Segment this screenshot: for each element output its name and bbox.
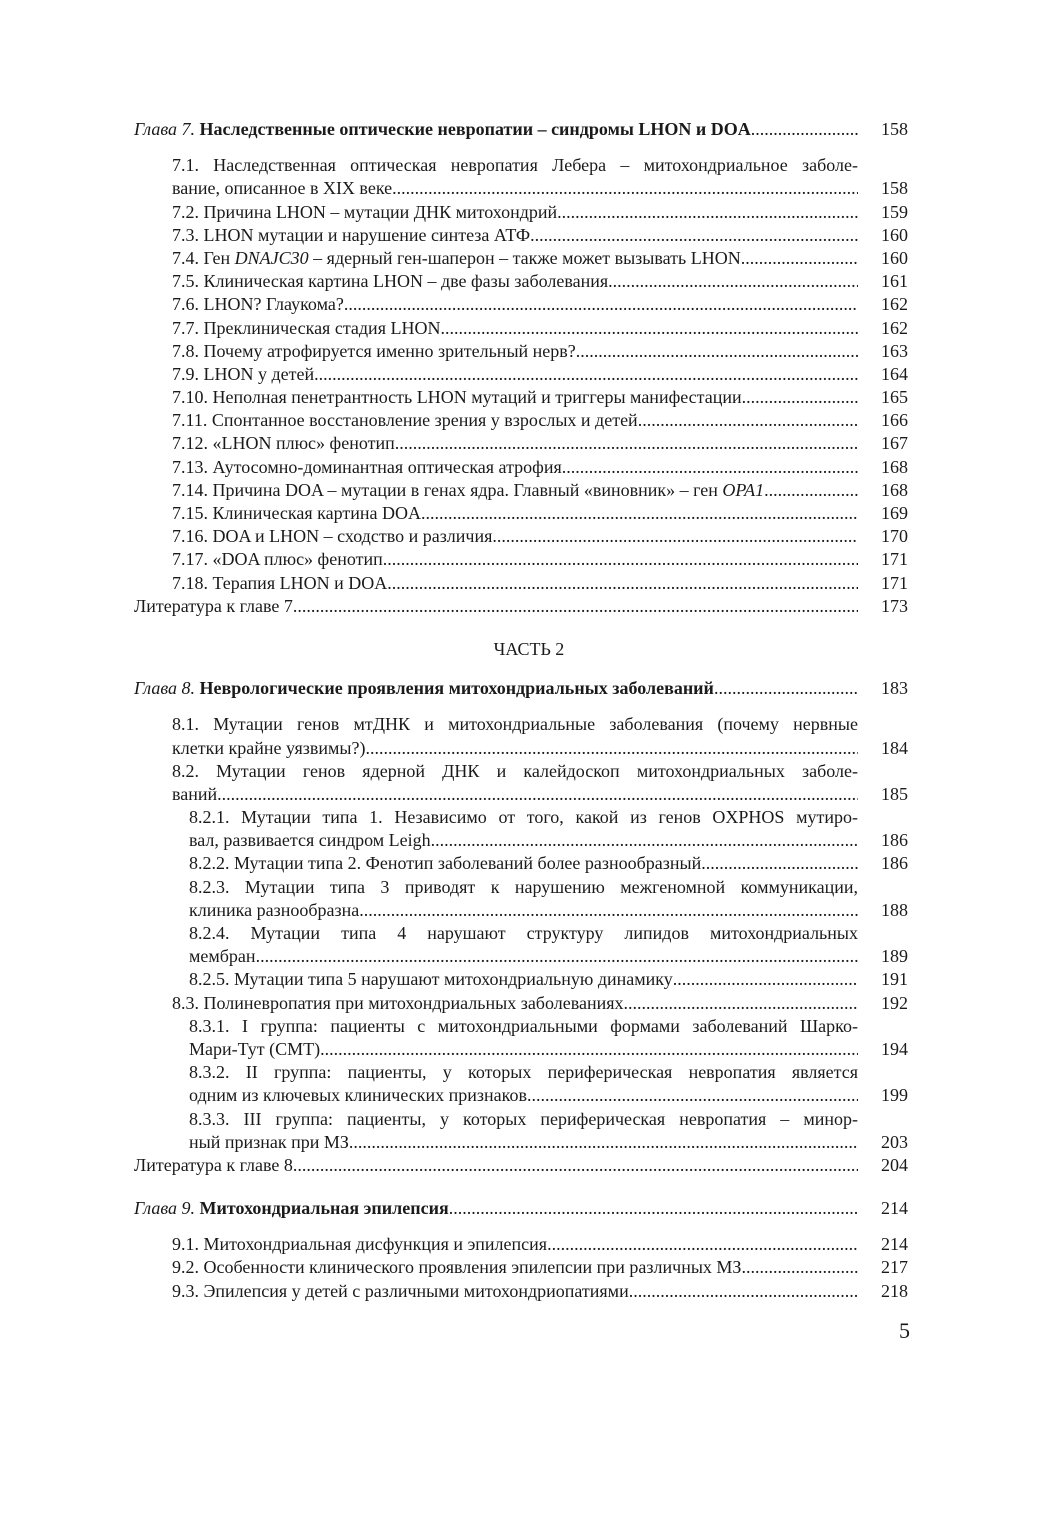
entry-text-line-1: 8.2. Мутации генов ядерной ДНК и калейдоскоп митохондриальных заболе- <box>172 760 858 781</box>
toc-literature-7[interactable] <box>0 595 1058 618</box>
toc-entry-7-10[interactable] <box>0 386 1058 409</box>
toc-entry-7-1-cont[interactable] <box>0 177 1058 200</box>
chapter-title: Наследственные оптические невропатии – синдромы LHON и DOA <box>199 119 751 139</box>
page-ref: 168 <box>881 479 908 500</box>
page-ref: 158 <box>881 178 908 199</box>
entry-text-line-1: 8.3.2. II группа: пациенты, у которых периферическая невропатия является <box>189 1062 858 1083</box>
page-ref: 214 <box>881 1198 908 1219</box>
page-ref: 171 <box>881 572 908 593</box>
toc-entry-8-1[interactable] <box>0 713 1058 736</box>
entry-text-pre: 7.14. Причина DOA – мутации в генах ядра. Главный «виновник» – ген <box>172 479 723 500</box>
toc-entry-7-2[interactable] <box>0 201 1058 224</box>
chapter-title: Митохондриальная эпилепсия <box>199 1198 449 1219</box>
entry-text: 9.3. Эпилепсия у детей с различными митохондриопатиями <box>172 1280 629 1301</box>
page-ref: 192 <box>881 992 908 1013</box>
page-ref: 189 <box>881 946 908 967</box>
toc-entry-8-2-3[interactable] <box>0 876 1058 899</box>
toc-entry-7-17[interactable] <box>0 548 1058 571</box>
page-ref: 167 <box>881 433 908 454</box>
toc-entry-7-18[interactable] <box>0 572 1058 595</box>
entry-text: 8.3. Полиневропатия при митохондриальных заболеваниях <box>172 992 624 1013</box>
page-ref: 184 <box>881 737 908 758</box>
entry-text: 7.12. «LHON плюс» фенотип <box>172 433 395 454</box>
entry-text-line-2: вание, описанное в XIX веке <box>172 178 393 199</box>
entry-text: 8.2.5. Мутации типа 5 нарушают митохондриальную динамику <box>189 969 673 990</box>
chapter-8-heading[interactable] <box>0 677 1058 700</box>
entry-text: 7.8. Почему атрофируется именно зрительный нерв? <box>172 340 576 361</box>
page-ref: 160 <box>881 224 908 245</box>
entry-text: 9.2. Особенности клинического проявления эпилепсии при различных МЗ <box>172 1257 742 1278</box>
entry-text-line-2: клетки крайне уязвимы?) <box>172 737 366 758</box>
toc-entry-9-1[interactable] <box>0 1233 1058 1256</box>
toc-entry-8-3[interactable] <box>0 992 1058 1015</box>
toc-entry-7-12[interactable] <box>0 432 1058 455</box>
entry-text-line-1: 8.2.1. Мутации типа 1. Независимо от того, какой из генов OXPHOS мутиро- <box>189 807 858 828</box>
entry-text-line-1: 8.3.1. I группа: пациенты с митохондриальными формами заболеваний Шарко- <box>189 1015 858 1036</box>
entry-text-post: – ядерный ген-шаперон – также может вызывать LHON <box>308 247 741 268</box>
toc-literature-8[interactable] <box>0 1154 1058 1177</box>
toc-entry-9-2[interactable] <box>0 1256 1058 1279</box>
toc-entry-9-3[interactable] <box>0 1280 1058 1303</box>
page-ref: 169 <box>881 503 908 523</box>
toc-entry-7-15[interactable] <box>0 502 1058 525</box>
entry-text: 7.11. Спонтанное восстановление зрения у взрослых и детей <box>172 410 638 431</box>
toc-entry-8-3-2-cont[interactable] <box>0 1084 1058 1107</box>
chapter-label: Глава 8. <box>134 678 196 699</box>
chapter-7-heading[interactable] <box>0 118 1058 141</box>
page-ref: 158 <box>881 119 908 139</box>
toc-entry-7-13[interactable] <box>0 456 1058 479</box>
toc-entry-8-2-cont[interactable] <box>0 783 1058 806</box>
toc-entry-7-14[interactable] <box>0 479 1058 502</box>
entry-text-line-2: вал, развивается синдром Leigh <box>189 830 431 851</box>
chapter-title: Неврологические проявления митохондриальных заболеваний <box>199 678 714 699</box>
toc-entry-8-2-3-cont[interactable] <box>0 899 1058 922</box>
entry-text-line-1: 7.1. Наследственная оптическая невропатия Лебера – митохондриальное заболе- <box>172 155 858 176</box>
page-ref: 188 <box>881 899 908 920</box>
page-ref: 162 <box>881 294 908 315</box>
toc-entry-7-11[interactable] <box>0 409 1058 432</box>
page-ref: 159 <box>881 201 908 222</box>
page-ref: 204 <box>881 1154 908 1175</box>
toc-entry-8-2-1-cont[interactable] <box>0 829 1058 852</box>
entry-text: Литература к главе 7 <box>134 595 293 616</box>
page-ref: 186 <box>881 853 908 874</box>
toc-entry-7-16[interactable] <box>0 525 1058 548</box>
entry-text-line-2: ваний <box>172 783 218 804</box>
toc-entry-7-9[interactable] <box>0 363 1058 386</box>
page-number: 5 <box>899 1318 910 1343</box>
page-ref: 166 <box>881 410 908 431</box>
entry-text-line-1: 8.1. Мутации генов мтДНК и митохондриальные заболевания (почему нервные <box>172 714 858 735</box>
page-ref: 191 <box>881 969 908 990</box>
page-ref: 218 <box>881 1280 908 1301</box>
toc-entry-7-4[interactable] <box>0 247 1058 270</box>
entry-text: 7.2. Причина LHON – мутации ДНК митохондрий <box>172 201 558 222</box>
table-of-contents <box>0 118 1058 1303</box>
chapter-9-heading[interactable] <box>0 1197 1058 1220</box>
entry-text: 7.18. Терапия LHON и DOA <box>172 572 388 593</box>
toc-entry-7-5[interactable] <box>0 270 1058 293</box>
entry-text-line-2: мембран <box>189 946 256 967</box>
chapter-label: Глава 7. <box>134 119 196 139</box>
entry-text: 9.1. Митохондриальная дисфункция и эпилепсия <box>172 1234 548 1255</box>
toc-entry-7-7[interactable] <box>0 317 1058 340</box>
page-ref: 185 <box>881 783 908 804</box>
entry-text: 7.3. LHON мутации и нарушение синтеза АТФ <box>172 224 531 245</box>
page-ref: 173 <box>881 595 908 616</box>
gene-name: OPA1 <box>722 479 765 500</box>
entry-text-line-1: 8.2.3. Мутации типа 3 приводят к нарушению межгеномной коммуникации, <box>189 876 858 897</box>
toc-entry-8-2-4-cont[interactable] <box>0 945 1058 968</box>
toc-entry-8-2[interactable] <box>0 760 1058 783</box>
page-ref: 161 <box>881 271 908 292</box>
toc-entry-8-3-1-cont[interactable] <box>0 1038 1058 1061</box>
entry-text: 7.5. Клиническая картина LHON – две фазы заболевания <box>172 271 609 292</box>
entry-text: 7.7. Преклиническая стадия LHON <box>172 317 441 338</box>
toc-entry-8-2-1[interactable] <box>0 806 1058 829</box>
entry-text-line-1: 8.3.3. III группа: пациенты, у которых периферическая невропатия – минор- <box>189 1108 858 1129</box>
entry-text-line-2: клиника разнообразна <box>189 899 360 920</box>
entry-text-line-2: Мари-Тут (CMT) <box>189 1038 321 1059</box>
page-ref: 194 <box>881 1038 908 1059</box>
entry-text: 7.6. LHON? Глаукома? <box>172 294 344 315</box>
toc-entry-8-2-2[interactable] <box>0 852 1058 875</box>
page-ref: 160 <box>881 247 908 268</box>
toc-entry-7-1[interactable] <box>0 154 1058 177</box>
page-ref: 186 <box>881 830 908 851</box>
toc-entry-8-3-3-cont[interactable] <box>0 1131 1058 1154</box>
entry-text-line-2: одним из ключевых клинических признаков <box>189 1085 527 1106</box>
gene-name: DNAJC30 <box>234 247 309 268</box>
entry-text: 7.9. LHON у детей <box>172 363 315 384</box>
entry-text: 8.2.2. Мутации типа 2. Фенотип заболеваний более разнообразный <box>189 853 702 874</box>
page-ref: 170 <box>881 526 908 547</box>
page-ref: 183 <box>881 678 908 699</box>
entry-text-pre: 7.4. Ген <box>172 247 235 268</box>
page-ref: 162 <box>881 317 908 338</box>
toc-entry-8-3-1[interactable] <box>0 1015 1058 1038</box>
entry-text-line-1: 8.2.4. Мутации типа 4 нарушают структуру липидов митохондриальных <box>189 923 858 943</box>
toc-entry-7-3[interactable] <box>0 224 1058 247</box>
entry-text: 7.15. Клиническая картина DOA <box>172 503 421 523</box>
entry-text: 7.10. Неполная пенетрантность LHON мутаций и триггеры манифестации <box>172 387 742 408</box>
toc-entry-7-8[interactable] <box>0 340 1058 363</box>
toc-entry-8-3-3[interactable] <box>0 1108 1058 1131</box>
toc-entry-8-3-2[interactable] <box>0 1061 1058 1084</box>
entry-text: 7.17. «DOA плюс» фенотип <box>172 549 383 570</box>
page-ref: 165 <box>881 387 908 408</box>
toc-entry-8-1-cont[interactable] <box>0 737 1058 760</box>
page-ref: 203 <box>881 1131 908 1152</box>
entry-text: 7.13. Аутосомно-доминантная оптическая атрофия <box>172 456 562 477</box>
toc-entry-7-6[interactable] <box>0 293 1058 316</box>
page-ref: 163 <box>881 340 908 361</box>
page-ref: 199 <box>881 1085 908 1106</box>
toc-entry-8-2-4[interactable] <box>0 922 1058 945</box>
entry-text-line-2: ный признак при МЗ <box>189 1131 349 1152</box>
entry-text: Литература к главе 8 <box>134 1154 293 1175</box>
toc-entry-8-2-5[interactable] <box>0 968 1058 991</box>
part-heading: ЧАСТЬ 2 <box>493 638 565 659</box>
page-ref: 168 <box>881 456 908 477</box>
page-ref: 164 <box>881 363 908 384</box>
chapter-label: Глава 9. <box>134 1198 196 1219</box>
entry-text: 7.16. DOA и LHON – сходство и различия <box>172 526 493 547</box>
page-ref: 171 <box>881 549 908 570</box>
page-ref: 214 <box>881 1234 908 1255</box>
page-ref: 217 <box>881 1257 908 1278</box>
